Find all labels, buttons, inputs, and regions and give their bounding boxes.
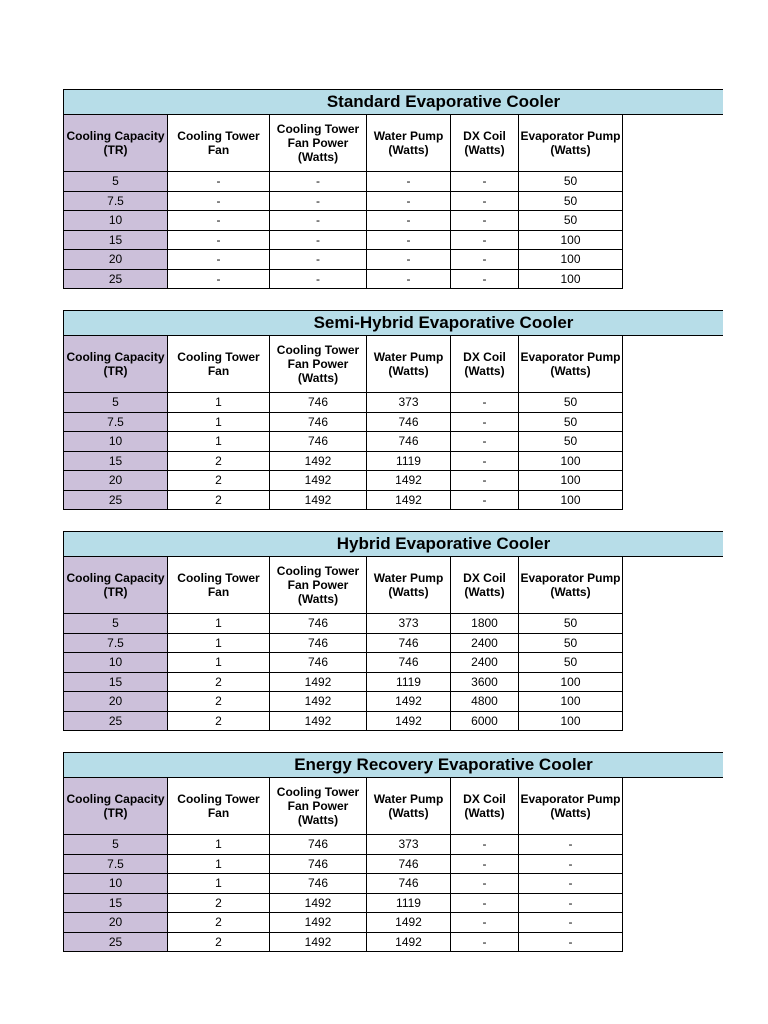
table-cell: 373 bbox=[367, 393, 451, 413]
table-cell: 1 bbox=[168, 614, 270, 634]
capacity-cell: 25 bbox=[64, 711, 168, 731]
table-cell: 1 bbox=[168, 874, 270, 894]
table-cell: - bbox=[451, 211, 519, 231]
table-cell: 50 bbox=[519, 412, 623, 432]
capacity-cell: 25 bbox=[64, 932, 168, 952]
column-header: Cooling Tower Fan Power (Watts) bbox=[270, 336, 367, 393]
table-cell: 1 bbox=[168, 854, 270, 874]
column-header: Cooling Tower Fan bbox=[168, 557, 270, 614]
table-cell: 100 bbox=[519, 269, 623, 289]
capacity-cell: 15 bbox=[64, 893, 168, 913]
table-cell: 746 bbox=[270, 432, 367, 452]
table-cell: - bbox=[451, 893, 519, 913]
table-cell: 100 bbox=[519, 672, 623, 692]
table-cell: - bbox=[519, 913, 623, 933]
table-cell: 100 bbox=[519, 490, 623, 510]
table-cell: 1 bbox=[168, 633, 270, 653]
capacity-cell: 7.5 bbox=[64, 191, 168, 211]
table-cell: 1492 bbox=[270, 490, 367, 510]
table-cell: 2 bbox=[168, 672, 270, 692]
table-cell: 50 bbox=[519, 172, 623, 192]
table-cell: - bbox=[367, 250, 451, 270]
table-cell: 1492 bbox=[367, 932, 451, 952]
cooler-table-section bbox=[63, 89, 723, 289]
header-row bbox=[64, 336, 623, 393]
table-row bbox=[64, 874, 623, 894]
table-row bbox=[64, 614, 623, 634]
header-row bbox=[64, 778, 623, 835]
table-cell: - bbox=[270, 230, 367, 250]
table-cell: - bbox=[451, 932, 519, 952]
table-cell: 1119 bbox=[367, 672, 451, 692]
capacity-cell: 10 bbox=[64, 874, 168, 894]
capacity-cell: 5 bbox=[64, 614, 168, 634]
table-cell: 2400 bbox=[451, 633, 519, 653]
capacity-cell: 7.5 bbox=[64, 633, 168, 653]
table-row bbox=[64, 932, 623, 952]
capacity-cell: 20 bbox=[64, 471, 168, 491]
table-cell: 50 bbox=[519, 633, 623, 653]
table-cell: - bbox=[519, 835, 623, 855]
table-cell: - bbox=[270, 172, 367, 192]
data-table bbox=[63, 556, 623, 731]
table-cell: - bbox=[519, 893, 623, 913]
table-cell: 746 bbox=[367, 633, 451, 653]
table-cell: - bbox=[451, 172, 519, 192]
table-cell: - bbox=[168, 269, 270, 289]
table-cell: - bbox=[451, 913, 519, 933]
column-header: Cooling Tower Fan bbox=[168, 778, 270, 835]
table-cell: - bbox=[451, 471, 519, 491]
capacity-cell: 20 bbox=[64, 250, 168, 270]
table-cell: 3600 bbox=[451, 672, 519, 692]
table-title: Semi-Hybrid Evaporative Cooler bbox=[63, 310, 723, 336]
column-header: DX Coil (Watts) bbox=[451, 336, 519, 393]
table-cell: 746 bbox=[270, 633, 367, 653]
column-header: Cooling Capacity (TR) bbox=[64, 557, 168, 614]
table-cell: 746 bbox=[270, 835, 367, 855]
table-cell: 2 bbox=[168, 490, 270, 510]
table-cell: 1800 bbox=[451, 614, 519, 634]
table-row bbox=[64, 653, 623, 673]
table-cell: 50 bbox=[519, 393, 623, 413]
table-cell: 50 bbox=[519, 653, 623, 673]
table-cell: 1 bbox=[168, 393, 270, 413]
cooler-table-section bbox=[63, 531, 723, 731]
table-cell: 1492 bbox=[270, 692, 367, 712]
table-cell: 746 bbox=[367, 854, 451, 874]
table-cell: 746 bbox=[270, 854, 367, 874]
table-cell: 50 bbox=[519, 432, 623, 452]
column-header: Cooling Tower Fan bbox=[168, 336, 270, 393]
table-cell: 1492 bbox=[270, 451, 367, 471]
table-cell: - bbox=[451, 230, 519, 250]
table-row bbox=[64, 172, 623, 192]
capacity-cell: 7.5 bbox=[64, 854, 168, 874]
table-cell: 1 bbox=[168, 412, 270, 432]
column-header: Water Pump (Watts) bbox=[367, 778, 451, 835]
cooler-table-section bbox=[63, 310, 723, 510]
column-header: Evaporator Pump (Watts) bbox=[519, 557, 623, 614]
table-cell: 6000 bbox=[451, 711, 519, 731]
table-row bbox=[64, 471, 623, 491]
table-cell: 1492 bbox=[367, 490, 451, 510]
table-cell: - bbox=[451, 393, 519, 413]
table-row bbox=[64, 451, 623, 471]
table-cell: 4800 bbox=[451, 692, 519, 712]
capacity-cell: 25 bbox=[64, 269, 168, 289]
table-cell: - bbox=[451, 412, 519, 432]
column-header: Cooling Capacity (TR) bbox=[64, 336, 168, 393]
table-cell: 2 bbox=[168, 893, 270, 913]
table-title: Standard Evaporative Cooler bbox=[63, 89, 723, 115]
table-cell: 50 bbox=[519, 614, 623, 634]
table-row bbox=[64, 230, 623, 250]
table-row bbox=[64, 393, 623, 413]
table-cell: 746 bbox=[270, 653, 367, 673]
table-cell: - bbox=[519, 874, 623, 894]
table-cell: - bbox=[367, 211, 451, 231]
capacity-cell: 5 bbox=[64, 172, 168, 192]
capacity-cell: 5 bbox=[64, 835, 168, 855]
table-cell: - bbox=[367, 172, 451, 192]
column-header: Cooling Tower Fan Power (Watts) bbox=[270, 115, 367, 172]
table-cell: 1492 bbox=[367, 711, 451, 731]
table-row bbox=[64, 692, 623, 712]
table-cell: 746 bbox=[270, 393, 367, 413]
table-cell: 1119 bbox=[367, 893, 451, 913]
table-cell: 100 bbox=[519, 471, 623, 491]
column-header: Cooling Tower Fan Power (Watts) bbox=[270, 557, 367, 614]
table-row bbox=[64, 711, 623, 731]
table-row bbox=[64, 250, 623, 270]
table-cell: 2 bbox=[168, 711, 270, 731]
table-cell: - bbox=[168, 191, 270, 211]
table-cell: - bbox=[451, 191, 519, 211]
data-table bbox=[63, 777, 623, 952]
table-cell: - bbox=[270, 211, 367, 231]
table-row bbox=[64, 913, 623, 933]
column-header: Cooling Tower Fan Power (Watts) bbox=[270, 778, 367, 835]
table-cell: - bbox=[168, 230, 270, 250]
capacity-cell: 25 bbox=[64, 490, 168, 510]
table-cell: - bbox=[367, 230, 451, 250]
header-row bbox=[64, 557, 623, 614]
table-cell: 1492 bbox=[367, 692, 451, 712]
table-cell: 100 bbox=[519, 250, 623, 270]
table-cell: - bbox=[451, 854, 519, 874]
table-cell: - bbox=[519, 854, 623, 874]
table-cell: 1492 bbox=[270, 893, 367, 913]
table-cell: - bbox=[451, 490, 519, 510]
table-cell: 2 bbox=[168, 932, 270, 952]
table-row bbox=[64, 432, 623, 452]
table-cell: 746 bbox=[367, 653, 451, 673]
table-cell: 50 bbox=[519, 211, 623, 231]
table-cell: 2 bbox=[168, 913, 270, 933]
table-row bbox=[64, 633, 623, 653]
table-cell: - bbox=[451, 874, 519, 894]
table-cell: 746 bbox=[270, 614, 367, 634]
table-cell: 746 bbox=[367, 432, 451, 452]
table-cell: - bbox=[168, 172, 270, 192]
table-cell: - bbox=[270, 269, 367, 289]
table-cell: - bbox=[367, 191, 451, 211]
column-header: Cooling Capacity (TR) bbox=[64, 778, 168, 835]
table-cell: 50 bbox=[519, 191, 623, 211]
table-row bbox=[64, 854, 623, 874]
cooler-table-section bbox=[63, 752, 723, 952]
table-cell: 1 bbox=[168, 835, 270, 855]
column-header: Water Pump (Watts) bbox=[367, 557, 451, 614]
column-header: Evaporator Pump (Watts) bbox=[519, 115, 623, 172]
table-cell: 746 bbox=[270, 874, 367, 894]
table-row bbox=[64, 191, 623, 211]
table-cell: - bbox=[451, 250, 519, 270]
table-cell: - bbox=[367, 269, 451, 289]
table-row bbox=[64, 835, 623, 855]
table-title: Energy Recovery Evaporative Cooler bbox=[63, 752, 723, 778]
table-cell: 373 bbox=[367, 835, 451, 855]
table-cell: 2 bbox=[168, 471, 270, 491]
table-cell: 1492 bbox=[270, 913, 367, 933]
table-cell: 373 bbox=[367, 614, 451, 634]
table-cell: - bbox=[451, 432, 519, 452]
data-table bbox=[63, 114, 623, 289]
table-cell: 2400 bbox=[451, 653, 519, 673]
table-cell: - bbox=[270, 250, 367, 270]
table-row bbox=[64, 672, 623, 692]
header-row bbox=[64, 115, 623, 172]
table-cell: 1 bbox=[168, 653, 270, 673]
table-cell: - bbox=[168, 250, 270, 270]
table-cell: 100 bbox=[519, 711, 623, 731]
table-cell: 1492 bbox=[270, 711, 367, 731]
table-cell: 746 bbox=[367, 412, 451, 432]
table-cell: - bbox=[451, 269, 519, 289]
table-cell: 100 bbox=[519, 692, 623, 712]
column-header: Evaporator Pump (Watts) bbox=[519, 778, 623, 835]
table-cell: - bbox=[451, 835, 519, 855]
table-cell: 1492 bbox=[270, 932, 367, 952]
capacity-cell: 10 bbox=[64, 432, 168, 452]
capacity-cell: 7.5 bbox=[64, 412, 168, 432]
capacity-cell: 15 bbox=[64, 230, 168, 250]
capacity-cell: 20 bbox=[64, 913, 168, 933]
column-header: DX Coil (Watts) bbox=[451, 778, 519, 835]
table-row bbox=[64, 269, 623, 289]
table-row bbox=[64, 412, 623, 432]
table-cell: - bbox=[168, 211, 270, 231]
table-title: Hybrid Evaporative Cooler bbox=[63, 531, 723, 557]
column-header: Water Pump (Watts) bbox=[367, 336, 451, 393]
table-cell: 100 bbox=[519, 451, 623, 471]
table-cell: 1492 bbox=[367, 471, 451, 491]
column-header: DX Coil (Watts) bbox=[451, 115, 519, 172]
table-cell: 2 bbox=[168, 692, 270, 712]
column-header: Cooling Tower Fan bbox=[168, 115, 270, 172]
table-cell: 746 bbox=[270, 412, 367, 432]
capacity-cell: 15 bbox=[64, 672, 168, 692]
data-table bbox=[63, 335, 623, 510]
table-cell: 1492 bbox=[270, 471, 367, 491]
table-cell: - bbox=[270, 191, 367, 211]
table-cell: 1492 bbox=[367, 913, 451, 933]
table-row bbox=[64, 893, 623, 913]
table-cell: 100 bbox=[519, 230, 623, 250]
table-cell: - bbox=[519, 932, 623, 952]
capacity-cell: 5 bbox=[64, 393, 168, 413]
capacity-cell: 15 bbox=[64, 451, 168, 471]
capacity-cell: 10 bbox=[64, 653, 168, 673]
table-cell: 1492 bbox=[270, 672, 367, 692]
column-header: Cooling Capacity (TR) bbox=[64, 115, 168, 172]
table-cell: 2 bbox=[168, 451, 270, 471]
capacity-cell: 20 bbox=[64, 692, 168, 712]
table-row bbox=[64, 490, 623, 510]
table-cell: - bbox=[451, 451, 519, 471]
table-row bbox=[64, 211, 623, 231]
capacity-cell: 10 bbox=[64, 211, 168, 231]
column-header: Water Pump (Watts) bbox=[367, 115, 451, 172]
table-cell: 1119 bbox=[367, 451, 451, 471]
column-header: Evaporator Pump (Watts) bbox=[519, 336, 623, 393]
table-cell: 1 bbox=[168, 432, 270, 452]
column-header: DX Coil (Watts) bbox=[451, 557, 519, 614]
table-cell: 746 bbox=[367, 874, 451, 894]
